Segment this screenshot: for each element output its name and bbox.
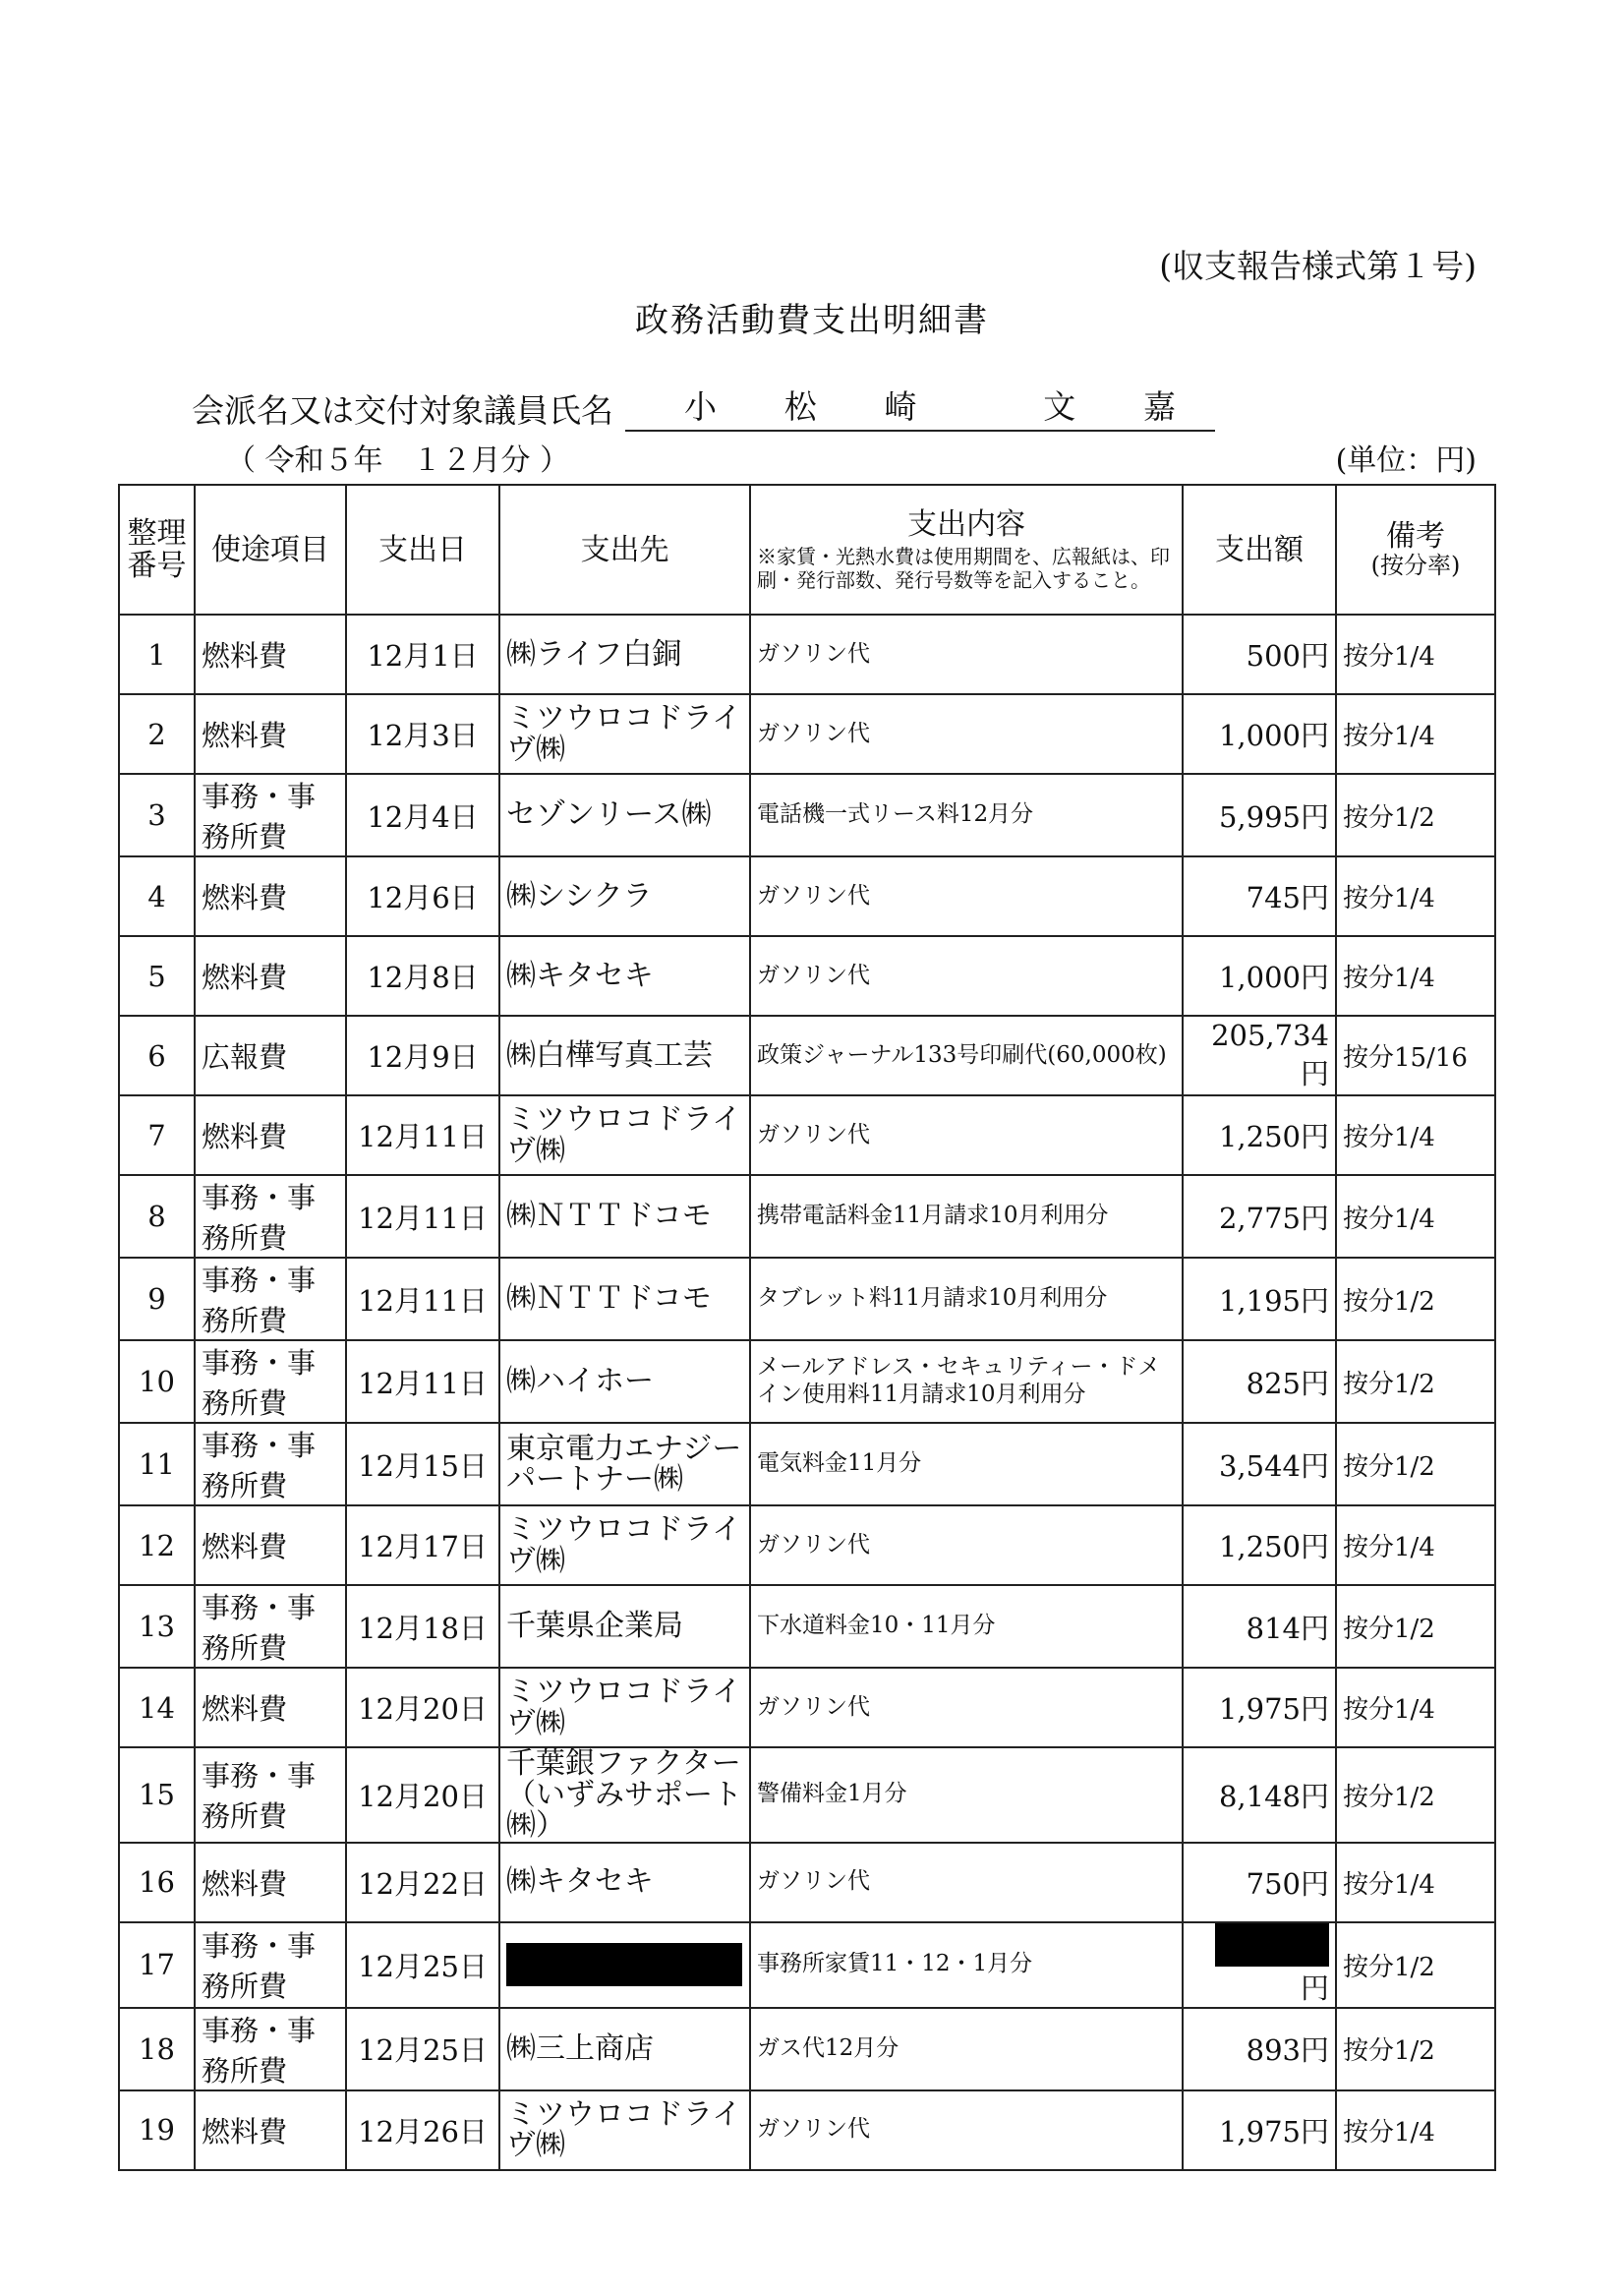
row-payee: セゾンリース㈱ (499, 774, 750, 856)
row-payee: 千葉県企業局 (499, 1585, 750, 1668)
row-payee: ミツウロコドライヴ㈱ (499, 2090, 750, 2170)
header-payee: 支出先 (499, 485, 750, 615)
row-detail: ガソリン代 (750, 1095, 1183, 1175)
row-date: 12月26日 (346, 2090, 499, 2170)
row-payee: ミツウロコドライヴ㈱ (499, 694, 750, 774)
form-number: (収支報告様式第１号) (1159, 247, 1477, 285)
row-category: 事務・事務所費 (195, 1258, 346, 1340)
row-remark: 按分1/2 (1336, 1747, 1495, 1843)
table-row (119, 1922, 1495, 2008)
name-char: 崎 (884, 387, 917, 426)
row-detail: タブレット料11月請求10月利用分 (750, 1258, 1183, 1340)
row-number: 16 (119, 1843, 195, 1922)
content-note: ※家賃・光熱水費は使用期間を、広報紙は、印刷・発行部数、発行号数等を記入すること。 (757, 544, 1170, 592)
row-date: 12月18日 (346, 1585, 499, 1668)
row-number: 8 (119, 1175, 195, 1258)
table-row (119, 1423, 1495, 1505)
row-remark: 按分1/2 (1336, 1423, 1495, 1505)
table-body (119, 615, 1495, 2170)
row-date: 12月25日 (346, 2008, 499, 2090)
row-amount: 1,195円 (1183, 1258, 1336, 1340)
row-payee: 千葉銀ファクター（いずみサポート㈱） (499, 1747, 750, 1843)
row-date: 12月8日 (346, 936, 499, 1016)
table-row (119, 1340, 1495, 1423)
row-category: 事務・事務所費 (195, 1175, 346, 1258)
row-payee: ㈱ライフ白銅 (499, 615, 750, 694)
name-char: 松 (783, 387, 817, 426)
row-remark: 按分1/2 (1336, 2008, 1495, 2090)
row-number: 6 (119, 1016, 195, 1095)
name-char: 嘉 (1143, 387, 1176, 426)
row-date: 12月17日 (346, 1505, 499, 1585)
row-number: 2 (119, 694, 195, 774)
row-number: 11 (119, 1423, 195, 1505)
row-amount: 円 (1183, 1922, 1336, 2008)
table-row (119, 774, 1495, 856)
row-date: 12月20日 (346, 1668, 499, 1747)
row-category: 燃料費 (195, 1843, 346, 1922)
row-detail: ガソリン代 (750, 1668, 1183, 1747)
header-no: 整理 番号 (119, 485, 195, 615)
row-detail: ガソリン代 (750, 1843, 1183, 1922)
table-header-row (119, 485, 1495, 615)
name-char: 文 (1043, 387, 1076, 426)
member-name-value (625, 382, 1215, 432)
row-remark: 按分1/4 (1336, 1668, 1495, 1747)
row-number: 4 (119, 856, 195, 936)
header-date: 支出日 (346, 485, 499, 615)
row-number: 13 (119, 1585, 195, 1668)
reporting-period: （ 令和５年 １２月分 ） (226, 443, 570, 478)
header-category: 使途項目 (195, 485, 346, 615)
row-amount: 1,250円 (1183, 1505, 1336, 1585)
row-category: 事務・事務所費 (195, 1340, 346, 1423)
row-remark: 按分1/4 (1336, 694, 1495, 774)
row-remark: 按分1/4 (1336, 1505, 1495, 1585)
row-detail: 電話機一式リース料12月分 (750, 774, 1183, 856)
row-date: 12月11日 (346, 1095, 499, 1175)
table-row (119, 694, 1495, 774)
row-remark: 按分1/4 (1336, 856, 1495, 936)
row-amount: 3,544円 (1183, 1423, 1336, 1505)
row-number: 5 (119, 936, 195, 1016)
header-amount: 支出額 (1183, 485, 1336, 615)
row-detail: 警備料金1月分 (750, 1747, 1183, 1843)
row-date: 12月11日 (346, 1175, 499, 1258)
row-number: 18 (119, 2008, 195, 2090)
row-payee: ㈱キタセキ (499, 936, 750, 1016)
row-date: 12月1日 (346, 615, 499, 694)
row-date: 12月6日 (346, 856, 499, 936)
row-amount: 205,734円 (1183, 1016, 1336, 1095)
redaction-block (1215, 1923, 1329, 1967)
row-amount: 2,775円 (1183, 1175, 1336, 1258)
row-amount: 8,148円 (1183, 1747, 1336, 1843)
row-remark: 按分15/16 (1336, 1016, 1495, 1095)
row-number: 17 (119, 1922, 195, 2008)
row-category: 燃料費 (195, 936, 346, 1016)
row-amount: 1,250円 (1183, 1095, 1336, 1175)
row-category: 事務・事務所費 (195, 1922, 346, 2008)
table-row (119, 1668, 1495, 1747)
row-amount: 1,000円 (1183, 694, 1336, 774)
row-date: 12月20日 (346, 1747, 499, 1843)
name-char: 小 (684, 387, 717, 426)
row-category: 事務・事務所費 (195, 1423, 346, 1505)
table-row (119, 1016, 1495, 1095)
row-number: 19 (119, 2090, 195, 2170)
row-detail: メールアドレス・セキュリティー・ドメイン使用料11月請求10月利用分 (750, 1340, 1183, 1423)
row-category: 事務・事務所費 (195, 2008, 346, 2090)
row-remark: 按分1/4 (1336, 936, 1495, 1016)
row-category: 燃料費 (195, 1095, 346, 1175)
row-category: 事務・事務所費 (195, 1585, 346, 1668)
row-remark: 按分1/2 (1336, 1258, 1495, 1340)
row-remark: 按分1/4 (1336, 2090, 1495, 2170)
row-category: 燃料費 (195, 856, 346, 936)
row-detail: 下水道料金10・11月分 (750, 1585, 1183, 1668)
row-date: 12月11日 (346, 1258, 499, 1340)
row-amount: 1,975円 (1183, 2090, 1336, 2170)
row-amount: 1,975円 (1183, 1668, 1336, 1747)
row-amount: 750円 (1183, 1843, 1336, 1922)
row-number: 7 (119, 1095, 195, 1175)
row-amount: 814円 (1183, 1585, 1336, 1668)
row-detail: 政策ジャーナル133号印刷代(60,000枚) (750, 1016, 1183, 1095)
row-number: 14 (119, 1668, 195, 1747)
row-number: 3 (119, 774, 195, 856)
row-detail: ガス代12月分 (750, 2008, 1183, 2090)
row-remark: 按分1/2 (1336, 1340, 1495, 1423)
row-remark: 按分1/2 (1336, 774, 1495, 856)
row-payee (499, 1922, 750, 2008)
row-remark: 按分1/4 (1336, 1095, 1495, 1175)
row-category: 燃料費 (195, 1505, 346, 1585)
row-detail: ガソリン代 (750, 856, 1183, 936)
table-row (119, 2090, 1495, 2170)
row-amount: 825円 (1183, 1340, 1336, 1423)
row-payee: ㈱シシクラ (499, 856, 750, 936)
row-payee: ミツウロコドライヴ㈱ (499, 1505, 750, 1585)
row-category: 燃料費 (195, 615, 346, 694)
row-payee: ㈱ハイホー (499, 1340, 750, 1423)
row-number: 9 (119, 1258, 195, 1340)
row-number: 10 (119, 1340, 195, 1423)
row-payee: ㈱キタセキ (499, 1843, 750, 1922)
row-payee: ミツウロコドライヴ㈱ (499, 1668, 750, 1747)
member-name-label: 会派名又は交付対象議員氏名 (192, 391, 613, 430)
document-title: 政務活動費支出明細書 (635, 301, 989, 340)
row-date: 12月15日 (346, 1423, 499, 1505)
table-row (119, 615, 1495, 694)
row-detail: 事務所家賃11・12・1月分 (750, 1922, 1183, 2008)
redaction-block (506, 1943, 742, 1986)
row-category: 事務・事務所費 (195, 1747, 346, 1843)
table-row (119, 1175, 1495, 1258)
row-detail: 携帯電話料金11月請求10月利用分 (750, 1175, 1183, 1258)
row-payee: ㈱三上商店 (499, 2008, 750, 2090)
header-content: 支出内容 ※家賃・光熱水費は使用期間を、広報紙は、印刷・発行部数、発行号数等を記入すること。 (750, 485, 1183, 615)
table-row (119, 1095, 1495, 1175)
row-number: 12 (119, 1505, 195, 1585)
table-row (119, 1585, 1495, 1668)
row-detail: ガソリン代 (750, 615, 1183, 694)
row-remark: 按分1/4 (1336, 1175, 1495, 1258)
row-detail: ガソリン代 (750, 2090, 1183, 2170)
row-date: 12月9日 (346, 1016, 499, 1095)
row-amount: 1,000円 (1183, 936, 1336, 1016)
row-amount: 745円 (1183, 856, 1336, 936)
row-category: 事務・事務所費 (195, 774, 346, 856)
table-row (119, 856, 1495, 936)
row-category: 燃料費 (195, 2090, 346, 2170)
row-amount: 893円 (1183, 2008, 1336, 2090)
row-date: 12月22日 (346, 1843, 499, 1922)
row-date: 12月3日 (346, 694, 499, 774)
row-remark: 按分1/4 (1336, 1843, 1495, 1922)
row-number: 15 (119, 1747, 195, 1843)
table-row (119, 1843, 1495, 1922)
row-amount: 5,995円 (1183, 774, 1336, 856)
row-detail: ガソリン代 (750, 936, 1183, 1016)
row-category: 燃料費 (195, 1668, 346, 1747)
table-row (119, 936, 1495, 1016)
row-payee: ㈱白樺写真工芸 (499, 1016, 750, 1095)
row-payee: 東京電力エナジーパートナー㈱ (499, 1423, 750, 1505)
row-category: 燃料費 (195, 694, 346, 774)
row-payee: ㈱ＮＴＴドコモ (499, 1175, 750, 1258)
row-remark: 按分1/4 (1336, 615, 1495, 694)
table-row (119, 1505, 1495, 1585)
row-number: 1 (119, 615, 195, 694)
row-remark: 按分1/2 (1336, 1922, 1495, 2008)
row-date: 12月4日 (346, 774, 499, 856)
row-payee: ミツウロコドライヴ㈱ (499, 1095, 750, 1175)
currency-unit: (単位：円) (1335, 443, 1477, 478)
table-row (119, 2008, 1495, 2090)
row-amount: 500円 (1183, 615, 1336, 694)
member-name-row (192, 382, 1215, 432)
row-payee: ㈱ＮＴＴドコモ (499, 1258, 750, 1340)
row-date: 12月11日 (346, 1340, 499, 1423)
header-remark: 備考 (按分率) (1336, 485, 1495, 615)
row-date: 12月25日 (346, 1922, 499, 2008)
row-detail: ガソリン代 (750, 694, 1183, 774)
row-remark: 按分1/2 (1336, 1585, 1495, 1668)
table-row (119, 1747, 1495, 1843)
expenditure-table (118, 484, 1496, 2171)
row-category: 広報費 (195, 1016, 346, 1095)
row-detail: ガソリン代 (750, 1505, 1183, 1585)
row-detail: 電気料金11月分 (750, 1423, 1183, 1505)
table-row (119, 1258, 1495, 1340)
